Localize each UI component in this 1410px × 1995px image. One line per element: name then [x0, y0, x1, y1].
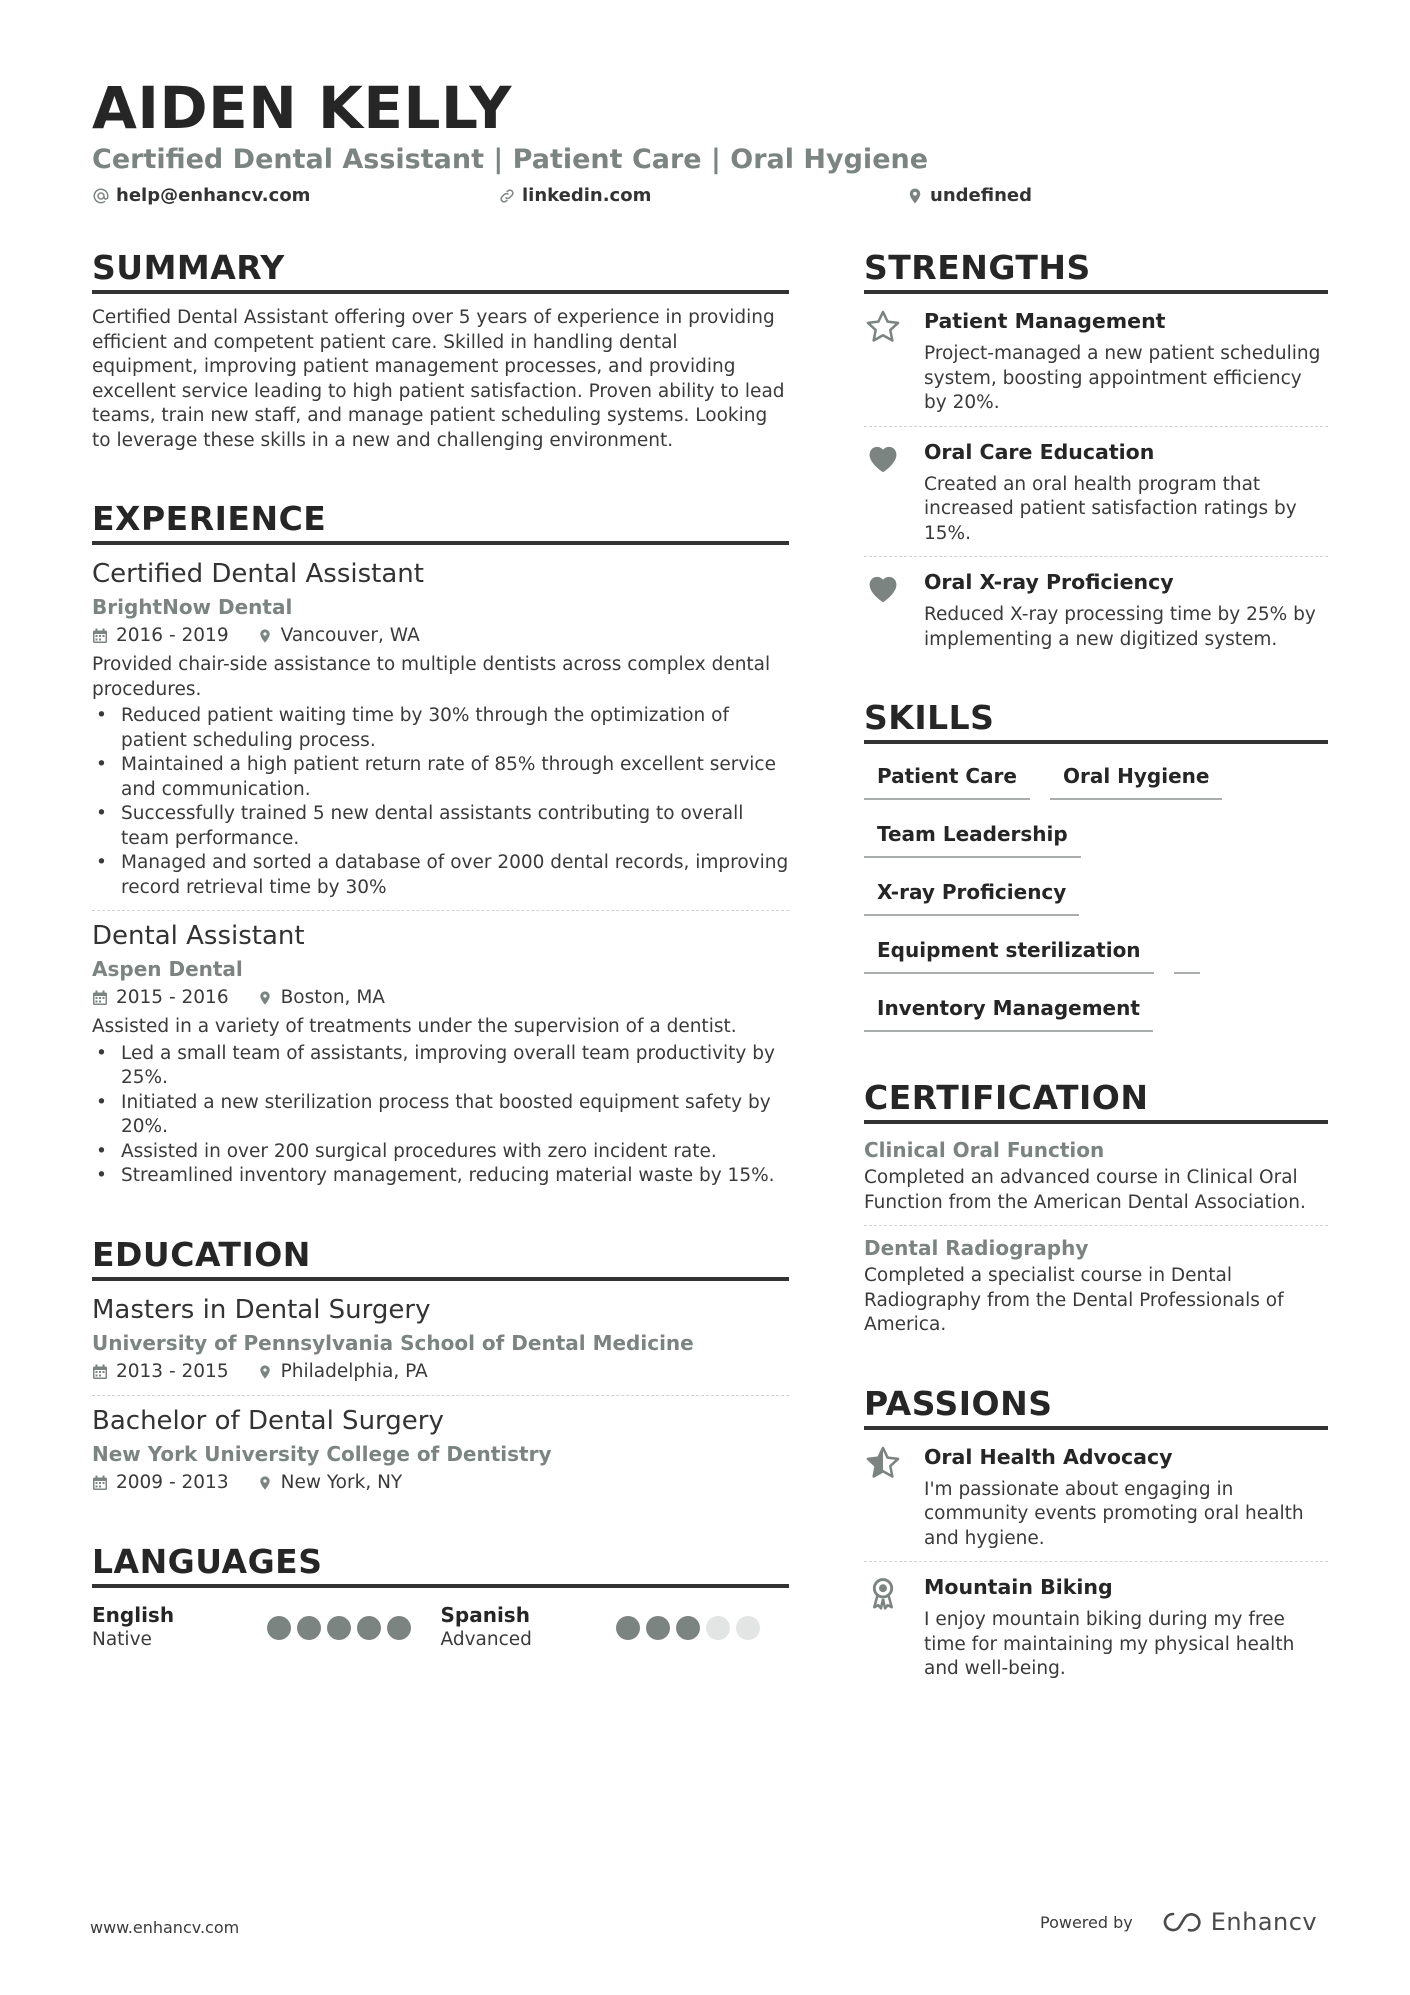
- calendar-icon: [92, 990, 108, 1006]
- job-bullets: [92, 1042, 789, 1189]
- left-column: [92, 248, 789, 1652]
- strengths-heading: STRENGTHS: [864, 248, 1328, 294]
- calendar-icon: [92, 628, 108, 644]
- rating-dot-filled: [387, 1616, 411, 1640]
- job-description: Provided chair-side assistance to multiple dentists across complex dental procedures.: [92, 654, 771, 700]
- skill-tag: Team Leadership: [864, 820, 1081, 858]
- contact-location-text: undefined: [930, 185, 1032, 206]
- strength-item: [864, 567, 1328, 652]
- job-title: Dental Assistant: [92, 921, 305, 951]
- skill-tag: Patient Care: [864, 762, 1030, 800]
- job-title: Certified Dental Assistant: [92, 559, 424, 589]
- language-rating: [616, 1616, 760, 1652]
- skill-spacer: [1174, 936, 1200, 974]
- experience-section: [92, 499, 789, 1189]
- divider: [864, 426, 1328, 427]
- heart-icon: [864, 567, 904, 652]
- contact-email-text: help@enhancv.com: [116, 185, 311, 206]
- certification-text: Completed an advanced course in Clinical Oral Function from the American Dental Association.: [864, 1167, 1306, 1213]
- education-heading: EDUCATION: [92, 1235, 789, 1281]
- job-bullet: • Reduced patient waiting time by 30% through the optimization of patient scheduling process.: [92, 704, 789, 753]
- education-dates: [92, 1470, 229, 1496]
- strengths-section: [864, 248, 1328, 652]
- passion-text: I enjoy mountain biking during my free time for maintaining my physical health and well-being.: [924, 1609, 1295, 1679]
- strength-text: Reduced X-ray processing time by 25% by implementing a new digitized system.: [924, 604, 1316, 650]
- strength-title: Oral X-ray Proficiency: [924, 570, 1174, 594]
- link-icon: [498, 187, 516, 205]
- certification-heading: CERTIFICATION: [864, 1078, 1328, 1124]
- company-name: Aspen Dental: [92, 957, 243, 981]
- strength-item: [864, 306, 1328, 416]
- contact-location: [906, 183, 1032, 209]
- skill-tag: Equipment sterilization: [864, 936, 1154, 974]
- passion-title: Mountain Biking: [924, 1575, 1113, 1599]
- language-item: [441, 1602, 790, 1652]
- footer-branding[interactable]: [1040, 1908, 1317, 1936]
- job-bullets: [92, 704, 789, 900]
- contact-linkedin-text: linkedin.com: [522, 185, 652, 206]
- degree-title: Masters in Dental Surgery: [92, 1294, 431, 1325]
- footer-website[interactable]: www.enhancv.com: [90, 1918, 240, 1937]
- map-pin-icon: [906, 187, 924, 205]
- candidate-name: AIDEN KELLY: [92, 74, 512, 142]
- calendar-icon: [92, 1364, 108, 1380]
- experience-entry: [92, 557, 789, 900]
- contact-linkedin[interactable]: [498, 183, 651, 209]
- contact-email[interactable]: [92, 183, 310, 209]
- rating-dot-filled: [676, 1616, 700, 1640]
- candidate-tagline: Certified Dental Assistant | Patient Care | Oral Hygiene: [92, 144, 929, 175]
- degree-title: Bachelor of Dental Surgery: [92, 1405, 444, 1436]
- education-location: [257, 1470, 403, 1496]
- education-meta: [92, 1359, 789, 1385]
- enhancv-logo-icon: [1159, 1910, 1203, 1934]
- skill-tag: X-ray Proficiency: [864, 878, 1079, 916]
- job-dates-text: 2015 - 2016: [116, 987, 229, 1008]
- language-name: Spanish: [440, 1602, 530, 1627]
- education-dates: [92, 1359, 229, 1385]
- strength-title: Patient Management: [924, 309, 1166, 333]
- certification-item: [864, 1234, 1328, 1338]
- map-pin-icon: [257, 990, 273, 1006]
- language-text: [92, 1602, 267, 1652]
- award-ribbon-icon: [864, 1572, 904, 1682]
- skills-section: [864, 698, 1328, 1052]
- language-name: English: [92, 1602, 175, 1627]
- passion-body: [924, 1572, 1328, 1682]
- map-pin-icon: [257, 1364, 273, 1380]
- job-bullet: • Maintained a high patient return rate of 85% through excellent service and communication.: [92, 753, 789, 802]
- heart-icon: [864, 437, 904, 547]
- education-section: [92, 1235, 789, 1496]
- experience-entry: [92, 919, 789, 1189]
- language-rating: [267, 1616, 411, 1652]
- education-location: [257, 1359, 428, 1385]
- strength-text: Project-managed a new patient scheduling system, boosting appointment efficiency by 20%.: [924, 343, 1321, 413]
- brand-name: Enhancv: [1210, 1908, 1318, 1936]
- summary-text: Certified Dental Assistant offering over 5 years of experience in providing efficient and competent patient care. Skilled in handling dental equipment, improving patient management processes, and providing excellent service leading to high patient satisfaction. Proven ability to lead teams, train new staff, and manage patient scheduling systems. Looking to leverage these skills in a new and challenging environment.: [92, 307, 785, 451]
- certification-item: [864, 1136, 1328, 1215]
- language-level: Advanced: [440, 1628, 532, 1650]
- school-name: University of Pennsylvania School of Dental Medicine: [92, 1330, 694, 1355]
- job-bullet: • Assisted in over 200 surgical procedures with zero incident rate.: [92, 1140, 789, 1165]
- job-bullet: • Led a small team of assistants, improving overall team productivity by 25%.: [92, 1042, 789, 1091]
- job-location: [257, 623, 420, 649]
- experience-heading: EXPERIENCE: [92, 499, 789, 545]
- certification-text: Completed a specialist course in Dental Radiography from the Dental Professionals of America.: [864, 1265, 1284, 1335]
- language-text: [441, 1602, 616, 1652]
- education-meta: [92, 1470, 789, 1496]
- passion-item: [864, 1572, 1328, 1682]
- passions-section: [864, 1384, 1328, 1682]
- divider: [864, 1561, 1328, 1562]
- strength-body: [924, 306, 1328, 416]
- education-location-text: Philadelphia, PA: [280, 1360, 428, 1382]
- certification-title: Clinical Oral Function: [864, 1138, 1105, 1162]
- strength-title: Oral Care Education: [924, 439, 1155, 464]
- map-pin-icon: [257, 628, 273, 644]
- job-meta: [92, 985, 789, 1011]
- divider: [864, 556, 1328, 557]
- languages-list: [92, 1602, 789, 1652]
- summary-heading: SUMMARY: [92, 248, 789, 294]
- strength-body: [924, 567, 1328, 652]
- strength-body: [924, 437, 1328, 547]
- language-level: Native: [92, 1628, 152, 1650]
- job-location: [257, 985, 385, 1011]
- languages-heading: LANGUAGES: [92, 1542, 789, 1588]
- star-outline-icon: [864, 306, 904, 416]
- calendar-icon: [92, 1475, 108, 1491]
- education-dates-text: 2013 - 2015: [116, 1360, 229, 1382]
- right-column: [864, 248, 1328, 1682]
- divider: [92, 1395, 789, 1396]
- passions-heading: PASSIONS: [864, 1384, 1328, 1430]
- job-location-text: Boston, MA: [280, 987, 385, 1008]
- at-icon: [92, 187, 110, 205]
- rating-dot-filled: [297, 1616, 321, 1640]
- job-bullet: • Initiated a new sterilization process that boosted equipment safety by 20%.: [92, 1091, 789, 1140]
- company-name: BrightNow Dental: [92, 595, 293, 619]
- summary-section: [92, 248, 789, 453]
- rating-dot-filled: [327, 1616, 351, 1640]
- education-entry: [92, 1293, 789, 1385]
- map-pin-icon: [257, 1475, 273, 1491]
- passion-item: [864, 1442, 1328, 1552]
- school-name: New York University College of Dentistry: [92, 1441, 552, 1466]
- job-description: Assisted in a variety of treatments under the supervision of a dentist.: [92, 1016, 737, 1037]
- job-dates: [92, 985, 229, 1011]
- rating-dot-empty: [706, 1616, 730, 1640]
- certification-section: [864, 1078, 1328, 1338]
- job-dates: [92, 623, 229, 649]
- rating-dot-filled: [646, 1616, 670, 1640]
- job-bullet: • Streamlined inventory management, reducing material waste by 15%.: [92, 1164, 789, 1189]
- education-dates-text: 2009 - 2013: [116, 1471, 229, 1493]
- rating-dot-filled: [357, 1616, 381, 1640]
- divider: [92, 910, 789, 911]
- languages-section: [92, 1542, 789, 1652]
- passion-text: I'm passionate about engaging in community events promoting oral health and hygiene.: [924, 1478, 1304, 1549]
- skill-tag: Oral Hygiene: [1050, 762, 1223, 800]
- job-dates-text: 2016 - 2019: [116, 625, 229, 646]
- skills-list: [864, 762, 1328, 1052]
- skill-tag: Inventory Management: [864, 994, 1153, 1032]
- passion-title: Oral Health Advocacy: [924, 1444, 1173, 1469]
- rating-dot-filled: [267, 1616, 291, 1640]
- job-bullet: • Managed and sorted a database of over 2000 dental records, improving record retrieval time by 30%: [92, 851, 789, 900]
- rating-dot-filled: [616, 1616, 640, 1640]
- rating-dot-empty: [736, 1616, 760, 1640]
- strength-item: [864, 437, 1328, 547]
- passion-body: [924, 1442, 1328, 1552]
- star-half-icon: [864, 1442, 904, 1552]
- skills-heading: SKILLS: [864, 698, 1328, 744]
- job-meta: [92, 623, 789, 649]
- education-entry: [92, 1404, 789, 1496]
- strength-text: Created an oral health program that increased patient satisfaction ratings by 15%.: [924, 473, 1297, 544]
- powered-by-label: Powered by: [1040, 1912, 1133, 1932]
- language-item: [92, 1602, 441, 1652]
- certification-title: Dental Radiography: [864, 1236, 1089, 1260]
- job-bullet: • Successfully trained 5 new dental assistants contributing to overall team performance.: [92, 802, 789, 851]
- education-location-text: New York, NY: [280, 1471, 403, 1493]
- divider: [864, 1225, 1328, 1226]
- job-location-text: Vancouver, WA: [280, 625, 420, 646]
